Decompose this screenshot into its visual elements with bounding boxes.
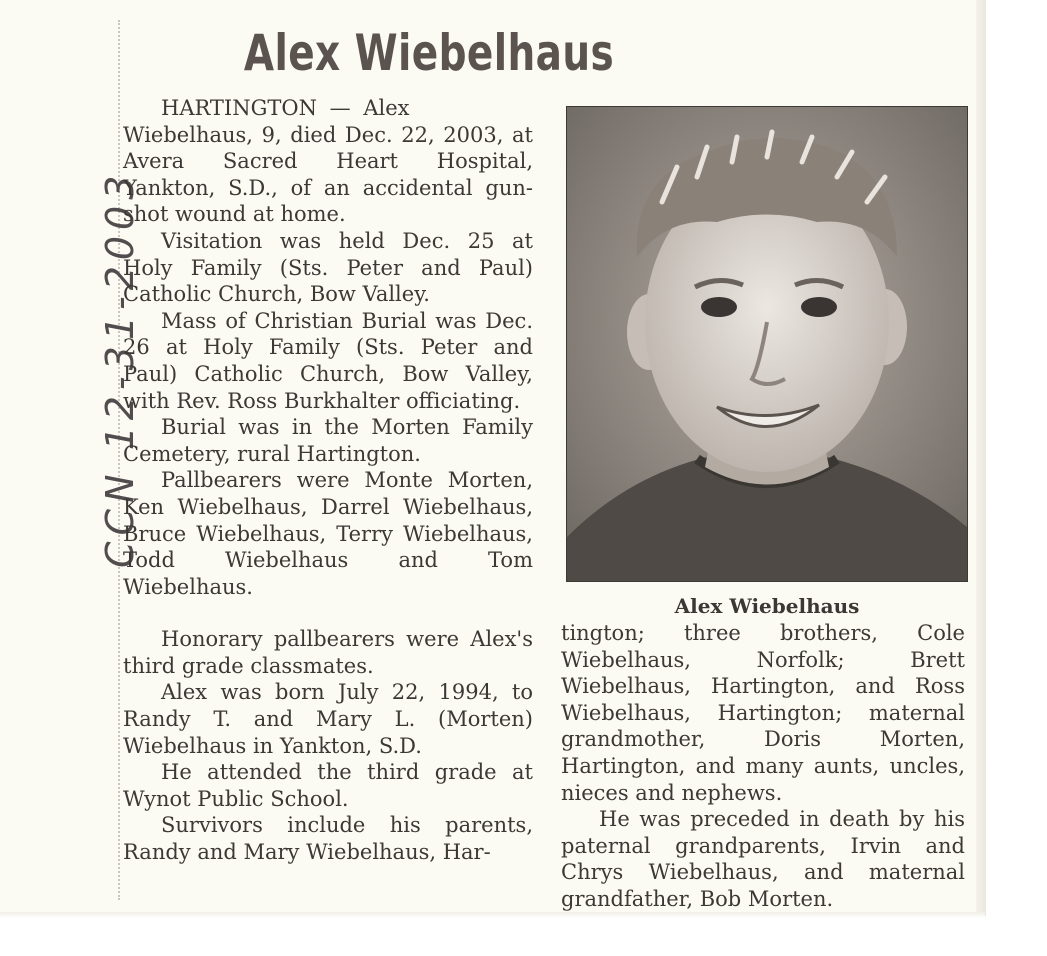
paragraph-death-notice: Wiebelhaus, 9, died Dec. 22, 2003, at Avera Sacred Heart Hospital, Yankton, S.D., of an accidental gun-shot wound at home. xyxy=(123,122,533,227)
paragraph-school: He attended the third grade at Wynot Public School. xyxy=(123,760,533,811)
paragraph-pallbearers: Pallbearers were Monte Morten, Ken Wiebelhaus, Darrel Wiebelhaus, Bruce Wiebelhaus, Terry Wiebelhaus, Todd Wiebelhaus and Tom Wiebelhaus. xyxy=(123,468,533,599)
paragraph-honorary-pallbearers: Honorary pallbearers were Alex's third grade classmates. xyxy=(123,627,533,678)
right-text-column xyxy=(561,620,965,913)
clipping-bottom-edge xyxy=(0,912,985,918)
paragraph-preceded-in-death: He was preceded in death by his paternal grandparents, Irvin and Chrys Wiebelhaus, and maternal grandfather, Bob Morten. xyxy=(561,807,965,911)
obituary-headline: Alex Wiebelhaus xyxy=(243,24,615,82)
handwritten-date-note: CCN 12-31-2003 xyxy=(98,169,142,568)
dateline-line xyxy=(123,95,533,122)
paragraph-survivors-continued: tington; three brothers, Cole Wiebelhaus, Norfolk; Brett Wiebelhaus, Hartington, and Ross Wiebelhaus, Hartington; maternal grandmother, Doris Morten, Hartington, and many aunts, uncles, nieces and nephews. xyxy=(561,621,965,805)
paragraph-burial: Burial was in the Morten Family Cemetery, rural Hartington. xyxy=(123,415,533,466)
portrait-photo xyxy=(566,106,968,582)
paragraph-birth: Alex was born July 22, 1994, to Randy T. and Mary L. (Morten) Wiebelhaus in Yankton, S.D. xyxy=(123,680,533,758)
paragraph-mass: Mass of Christian Burial was Dec. 26 at Holy Family (Sts. Peter and Paul) Catholic Church, Bow Valley, with Rev. Ross Burkhalter officiating. xyxy=(123,308,533,413)
left-text-column xyxy=(123,95,533,866)
dateline: HARTINGTON — Alex xyxy=(161,96,410,120)
portrait-illustration xyxy=(567,107,967,581)
photo-caption: Alex Wiebelhaus xyxy=(674,594,860,618)
paragraph-survivors: Survivors include his parents, Randy and Mary Wiebelhaus, Har- xyxy=(123,813,533,865)
paragraph-visitation: Visitation was held Dec. 25 at Holy Family (Sts. Peter and Paul) Catholic Church, Bow Valley. xyxy=(123,228,533,307)
clipping-edge-shadow xyxy=(976,0,986,916)
